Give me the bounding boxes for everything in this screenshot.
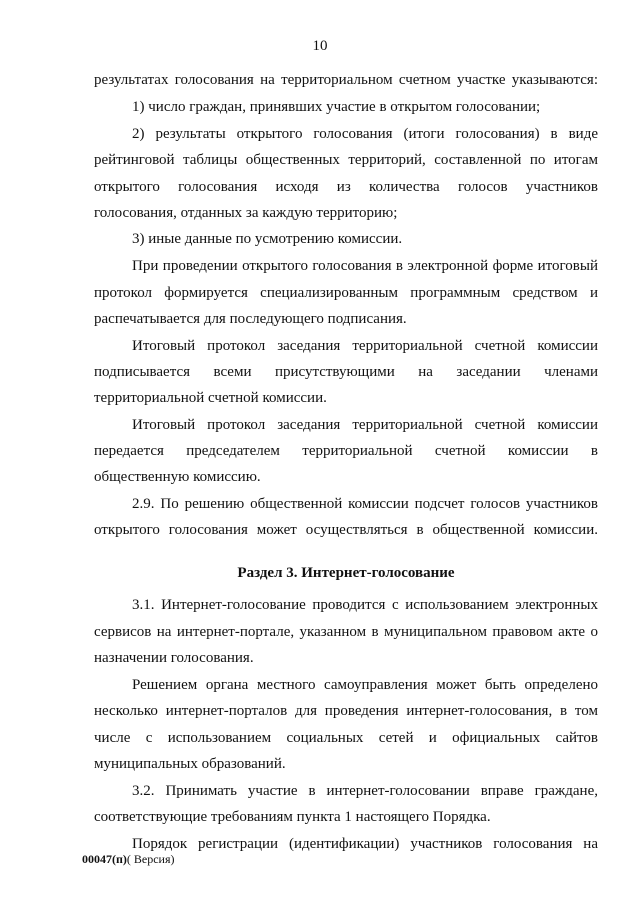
text-line: открытого голосования исходя из количества голосов участников: [94, 179, 598, 195]
text-line: соответствующие требованиям пункта 1 настоящего Порядка.: [94, 809, 491, 825]
text-line: результатах голосования на территориальном счетном участке указываются:: [94, 72, 598, 88]
text-line: 3) иные данные по усмотрению комиссии.: [132, 231, 403, 247]
text-line: Решением органа местного самоуправления может быть определено: [132, 677, 598, 693]
text-line: числе с использованием социальных сетей и официальных сайтов: [94, 730, 598, 746]
text-line: назначении голосования.: [94, 650, 254, 666]
document-code: 00047(п): [82, 852, 127, 866]
text-line: несколько интернет-порталов для проведения интернет-голосования, в том: [94, 703, 598, 719]
text-line: Итоговый протокол заседания территориальной счетной комиссии: [132, 338, 598, 354]
text-line: протокол формируется специализированным программным средством и: [94, 285, 598, 301]
text-line: сервисов на интернет-портале, указанном в муниципальном правовом акте о: [94, 624, 598, 640]
text-line: 1) число граждан, принявших участие в открытом голосовании;: [132, 99, 541, 115]
text-line: 3.2. Принимать участие в интернет-голосовании вправе граждане,: [132, 783, 598, 799]
text-line: 3.1. Интернет-голосование проводится с использованием электронных: [132, 597, 598, 613]
text-line: подписывается всеми присутствующими на заседании членами: [94, 364, 598, 380]
text-line: 2.9. По решению общественной комиссии подсчет голосов участников: [132, 496, 598, 512]
text-line: территориальной счетной комиссии.: [94, 390, 327, 406]
document-version: ( Версия): [126, 852, 175, 866]
text-line: муниципальных образований.: [94, 756, 286, 772]
section-heading: Раздел 3. Интернет-голосование: [237, 565, 455, 581]
text-line: передается председателем территориальной счетной комиссии в: [94, 443, 598, 459]
text-line: голосования, отданных за каждую территорию;: [94, 205, 398, 221]
text-line: распечатывается для последующего подписания.: [94, 311, 407, 327]
text-line: рейтинговой таблицы общественных территорий, составленной по итогам: [94, 152, 598, 168]
page-number: 10: [312, 38, 328, 54]
text-line: При проведении открытого голосования в электронной форме итоговый: [132, 258, 598, 274]
text-line: открытого голосования может осуществляться в общественной комиссии.: [94, 522, 598, 538]
text-line: Итоговый протокол заседания территориальной счетной комиссии: [132, 417, 598, 433]
text-line: Порядок регистрации (идентификации) участников голосования на: [132, 836, 598, 852]
text-line: 2) результаты открытого голосования (итоги голосования) в виде: [132, 126, 598, 142]
text-line: общественную комиссию.: [94, 469, 261, 485]
document-footer: [82, 852, 175, 867]
